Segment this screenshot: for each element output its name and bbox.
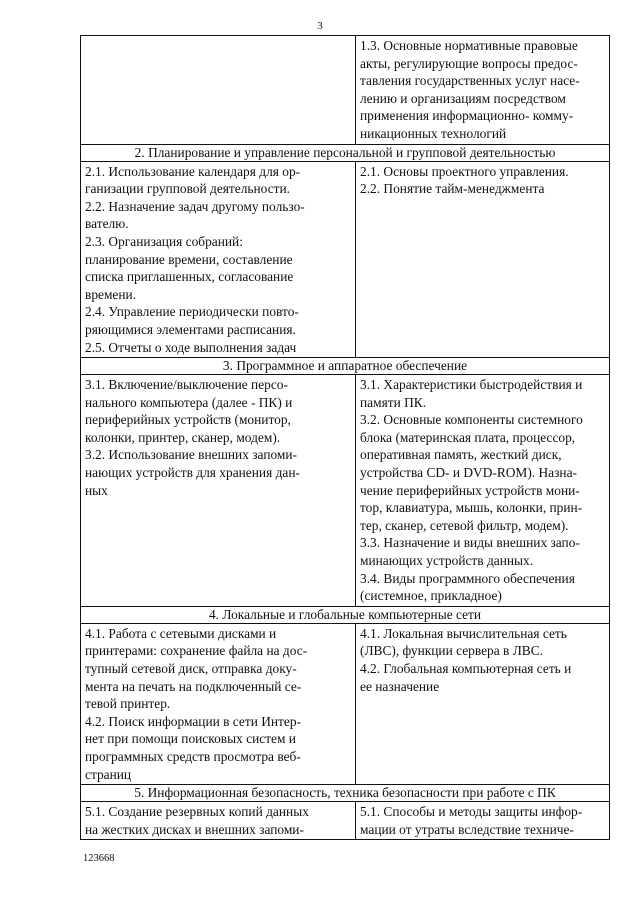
cell-text-line: тевой принтер. bbox=[85, 696, 171, 712]
cell-text-line: 3.4. Виды программного обеспечения bbox=[360, 570, 575, 586]
cell-text-line: 2.2. Назначение задач другому пользо- bbox=[85, 198, 305, 214]
cell-text-line: применения информационно- комму- bbox=[360, 108, 574, 124]
cell-text-line: ных bbox=[85, 482, 108, 498]
skills-cell bbox=[81, 161, 356, 358]
section-title: 3. Программное и аппаратное обеспечение bbox=[81, 358, 610, 375]
skills-cell bbox=[81, 623, 356, 784]
cell-text-line: (системное, прикладное) bbox=[360, 588, 502, 604]
cell-text-line: страниц bbox=[85, 766, 132, 782]
skills-cell bbox=[81, 802, 356, 840]
cell-text-line: ганизации групповой деятельности. bbox=[85, 181, 291, 197]
skills-cell bbox=[81, 36, 356, 145]
skills-cell bbox=[81, 375, 356, 607]
knowledge-cell bbox=[356, 802, 610, 840]
cell-text-line: колонки, принтер, сканер, модем). bbox=[85, 429, 281, 445]
cell-text-line: 2.5. Отчеты о ходе выполнения задач bbox=[85, 339, 297, 355]
knowledge-cell bbox=[356, 36, 610, 145]
cell-text-line: 2.1. Использование календаря для ор- bbox=[85, 163, 301, 179]
cell-text-line: мента на печать на подключенный се- bbox=[85, 678, 302, 694]
cell-text-line: 3.2. Использование внешних запоми- bbox=[85, 447, 298, 463]
section-title: 2. Планирование и управление персональной и групповой деятельностью bbox=[81, 144, 610, 161]
page-number: 3 bbox=[317, 20, 323, 32]
cell-text-line: ряющимися элементами расписания. bbox=[85, 321, 296, 337]
cell-text-line: 4.1. Локальная вычислительная сеть bbox=[360, 625, 567, 641]
cell-text-line: программных средств просмотра веб- bbox=[85, 748, 301, 764]
table-body bbox=[81, 36, 610, 840]
cell-text-line: 4.2. Поиск информации в сети Интер- bbox=[85, 713, 302, 729]
cell-text-line: акты, регулирующие вопросы предос- bbox=[360, 55, 578, 71]
section-row bbox=[81, 144, 610, 161]
knowledge-cell bbox=[356, 161, 610, 358]
table-row bbox=[81, 161, 610, 358]
cell-text-line: ее назначение bbox=[360, 678, 440, 694]
cell-text-line: памяти ПК. bbox=[360, 394, 427, 410]
cell-text-line: тер, сканер, сетевой фильтр, модем). bbox=[360, 517, 569, 533]
section-title: 4. Локальные и глобальные компьютерные сети bbox=[81, 606, 610, 623]
cell-text-line: минающих устройств данных. bbox=[360, 553, 534, 569]
cell-text-line: планирование времени, составление bbox=[85, 251, 293, 267]
cell-text-line: 5.1. Создание резервных копий данных bbox=[85, 804, 309, 820]
cell-text-line: 1.3. Основные нормативные правовые bbox=[360, 38, 578, 53]
cell-text-line: принтерами: сохранение файла на дос- bbox=[85, 643, 308, 659]
cell-text-line: тавления государственных услуг насе- bbox=[360, 73, 580, 89]
cell-text-line: 3.3. Назначение и виды внешних запо- bbox=[360, 535, 580, 551]
cell-text-line: 2.4. Управление периодически повто- bbox=[85, 304, 299, 320]
cell-text-line: 3.1. Характеристики быстродействия и bbox=[360, 377, 583, 393]
cell-text-line: тупный сетевой диск, отправка доку- bbox=[85, 661, 297, 676]
cell-text-line: 5.1. Способы и методы защиты инфор- bbox=[360, 804, 583, 820]
table-row bbox=[81, 375, 610, 607]
section-title: 5. Информационная безопасность, техника безопасности при работе с ПК bbox=[81, 785, 610, 802]
section-row bbox=[81, 358, 610, 375]
cell-text-line: нального компьютера (далее - ПК) и bbox=[85, 394, 293, 410]
table-row bbox=[81, 36, 610, 145]
knowledge-cell bbox=[356, 623, 610, 784]
cell-text-line: оперативная память, жесткий диск, bbox=[360, 447, 562, 463]
cell-text-line: чение периферийных устройств мони- bbox=[360, 482, 580, 498]
cell-text-line: устройства CD- и DVD-ROM). Назна- bbox=[360, 465, 577, 481]
cell-text-line: нающих устройств для хранения дан- bbox=[85, 465, 300, 481]
section-row bbox=[81, 785, 610, 802]
cell-text-line: 4.2. Глобальная компьютерная сеть и bbox=[360, 661, 572, 676]
table-row bbox=[81, 802, 610, 840]
footer-code: 123668 bbox=[83, 853, 115, 864]
cell-text-line: вателю. bbox=[85, 216, 129, 232]
cell-text-line: периферийных устройств (монитор, bbox=[85, 412, 291, 428]
cell-text-line: тор, клавиатура, мышь, колонки, прин- bbox=[360, 500, 583, 516]
cell-text-line: 4.1. Работа с сетевыми дисками и bbox=[85, 625, 277, 641]
cell-text-line: времени. bbox=[85, 286, 137, 302]
cell-text-line: блока (материнская плата, процессор, bbox=[360, 429, 576, 445]
cell-text-line: (ЛВС), функции сервера в ЛВС. bbox=[360, 643, 543, 659]
cell-text-line: 3.1. Включение/выключение персо- bbox=[85, 377, 288, 393]
cell-text-line: лению и организациям посредством bbox=[360, 90, 566, 106]
cell-text-line: списка приглашенных, согласование bbox=[85, 269, 294, 285]
section-row bbox=[81, 606, 610, 623]
cell-text-line: 2.1. Основы проектного управления. bbox=[360, 163, 569, 179]
curriculum-table bbox=[80, 35, 610, 840]
cell-text-line: мации от утраты вследствие техниче- bbox=[360, 821, 574, 837]
cell-text-line: на жестких дисках и внешних запоми- bbox=[85, 821, 304, 837]
cell-text-line: 2.3. Организация собраний: bbox=[85, 233, 243, 249]
cell-text-line: нет при помощи поисковых систем и bbox=[85, 731, 296, 747]
knowledge-cell bbox=[356, 375, 610, 607]
cell-text-line: 2.2. Понятие тайм-менеджмента bbox=[360, 181, 545, 197]
cell-text-line: никационных технологий bbox=[360, 125, 507, 141]
cell-text-line: 3.2. Основные компоненты системного bbox=[360, 412, 583, 428]
table-row bbox=[81, 623, 610, 784]
